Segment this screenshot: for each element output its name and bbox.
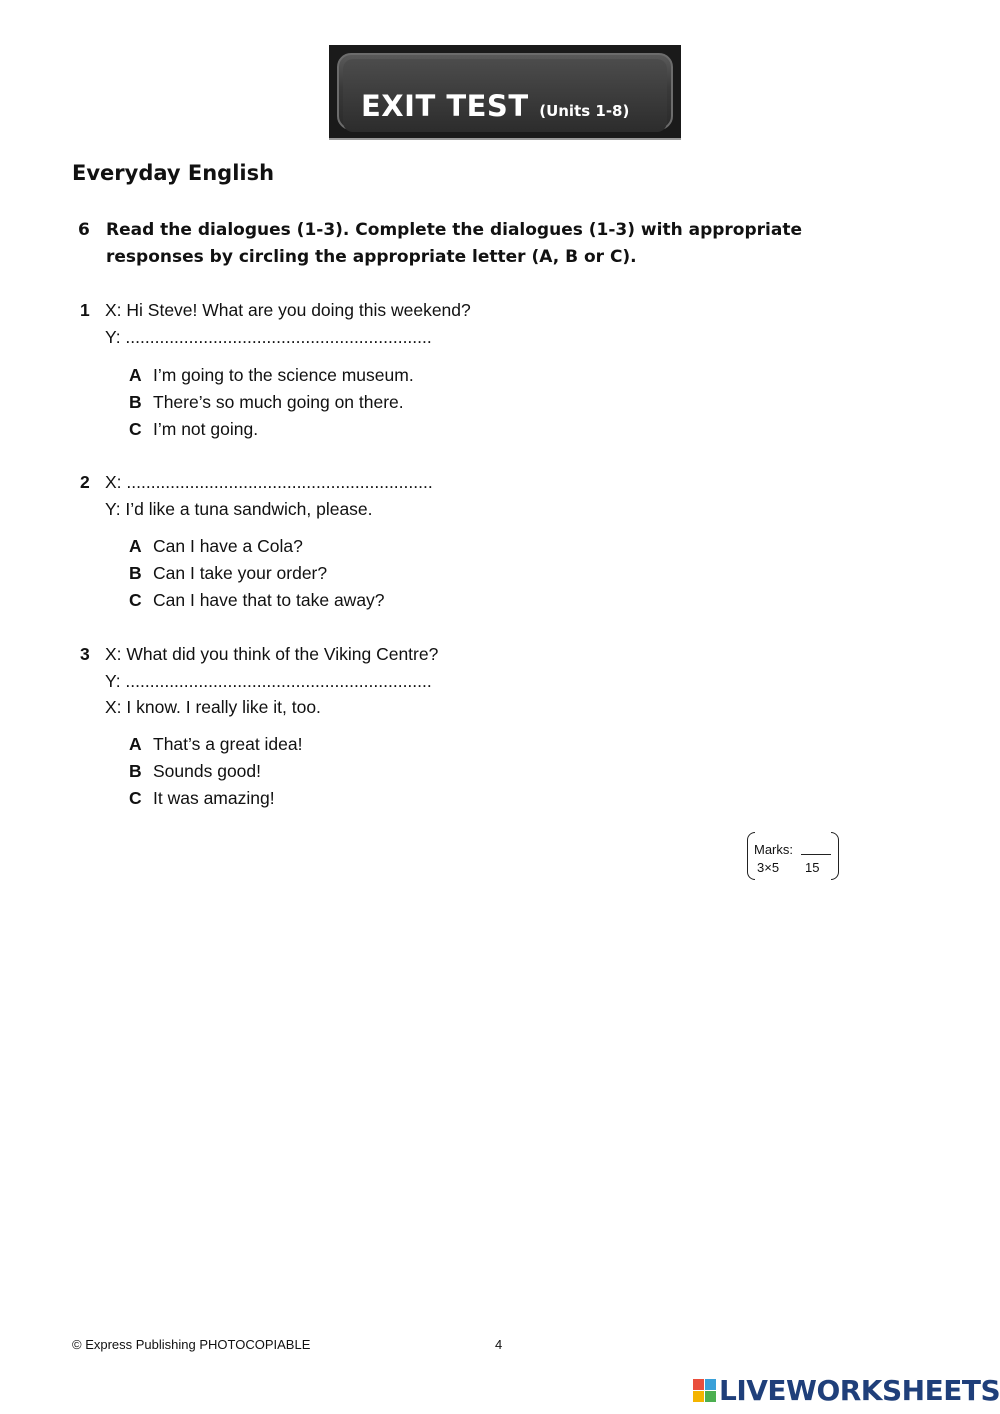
marks-label: Marks: bbox=[754, 842, 793, 857]
dialogue-line: Y: I’d like a tuna sandwich, please. bbox=[105, 499, 373, 519]
option-letter[interactable]: A bbox=[129, 536, 142, 556]
dialogue-line: X: What did you think of the Viking Centre? bbox=[105, 644, 439, 664]
option-letter[interactable]: C bbox=[129, 419, 142, 439]
question-number: 3 bbox=[80, 644, 90, 664]
option-text: Can I have that to take away? bbox=[153, 590, 385, 610]
dialogue-blank[interactable]: X: ............................................................... bbox=[105, 472, 433, 492]
logo-grid-icon bbox=[693, 1379, 717, 1403]
option-letter[interactable]: A bbox=[129, 365, 142, 385]
task-number: 6 bbox=[78, 220, 90, 240]
option-text: I’m not going. bbox=[153, 419, 259, 439]
question-number: 1 bbox=[80, 300, 90, 320]
dialogue-blank[interactable]: Y: ............................................................... bbox=[105, 327, 432, 347]
banner-title-text: EXIT TEST bbox=[361, 89, 529, 123]
option-text: Sounds good! bbox=[153, 761, 262, 781]
marks-total: 15 bbox=[805, 860, 820, 875]
page-number: 4 bbox=[495, 1337, 503, 1352]
option-text: I’m going to the science museum. bbox=[153, 365, 414, 385]
dialogue-blank[interactable]: Y: ............................................................... bbox=[105, 671, 432, 691]
option-letter[interactable]: B bbox=[129, 563, 142, 583]
footer-copyright: © Express Publishing PHOTOCOPIABLE bbox=[72, 1337, 311, 1352]
option-letter[interactable]: C bbox=[129, 590, 142, 610]
right-bracket bbox=[831, 832, 839, 880]
option-text: Can I have a Cola? bbox=[153, 536, 303, 556]
marks-multiplier: 3×5 bbox=[757, 860, 780, 875]
task-instruction: Read the dialogues (1-3). Complete the dialogues (1-3) with appropriate responses by circling the appropriate letter (A, B or C). bbox=[106, 220, 802, 267]
marks-score-line[interactable] bbox=[801, 854, 831, 855]
option-text: There’s so much going on there. bbox=[153, 392, 404, 412]
dialogue-line: X: I know. I really like it, too. bbox=[105, 697, 321, 717]
option-letter[interactable]: A bbox=[129, 734, 142, 754]
option-text: Can I take your order? bbox=[153, 563, 328, 583]
logo-text: LIVEWORKSHEETS bbox=[719, 1374, 1000, 1407]
section-title: Everyday English bbox=[72, 161, 275, 185]
option-letter[interactable]: B bbox=[129, 761, 142, 781]
dialogue-line: X: Hi Steve! What are you doing this weekend? bbox=[105, 300, 471, 320]
page-title bbox=[361, 89, 629, 123]
option-letter[interactable]: C bbox=[129, 788, 142, 808]
option-text: It was amazing! bbox=[153, 788, 275, 808]
option-letter[interactable]: B bbox=[129, 392, 142, 412]
marks-box bbox=[747, 832, 839, 882]
option-text: That’s a great idea! bbox=[153, 734, 303, 754]
banner-subtitle: (Units 1-8) bbox=[539, 102, 630, 120]
title-banner bbox=[329, 45, 681, 140]
question-number: 2 bbox=[80, 472, 90, 492]
